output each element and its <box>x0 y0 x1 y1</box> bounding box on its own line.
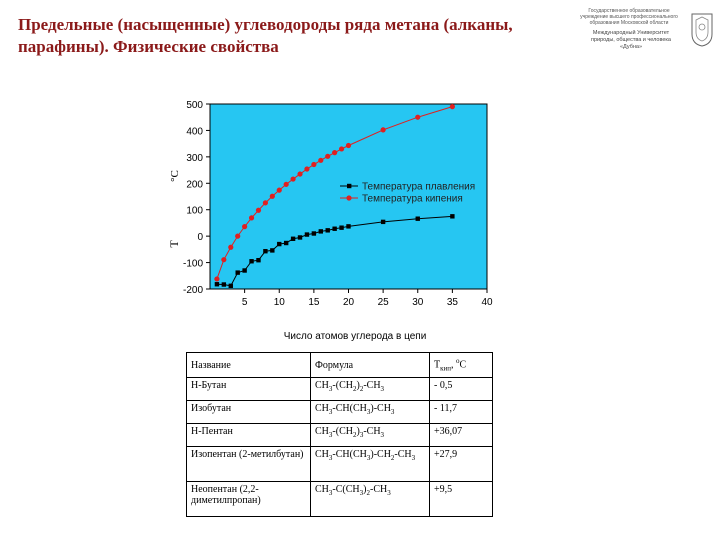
data-point <box>270 248 274 252</box>
data-point <box>228 245 233 250</box>
compound-formula: $CH_3-(CH_2)_3-CH_3$ <box>311 424 430 447</box>
data-point <box>305 232 309 236</box>
data-point <box>249 259 253 263</box>
data-point <box>284 182 289 187</box>
table-row <box>187 482 493 517</box>
compound-name: Н-Бутан <box>187 378 311 401</box>
y-tick-label: -200 <box>182 285 203 296</box>
y-tick-label: 0 <box>197 232 203 244</box>
data-point <box>256 258 260 262</box>
table-row <box>187 424 493 447</box>
compound-name: Н-Пентан <box>187 424 311 447</box>
compound-name: Изобутан <box>187 401 311 424</box>
data-point <box>263 249 267 253</box>
table-row <box>187 447 493 482</box>
data-point <box>346 143 351 148</box>
logo-university-name: Международный Университет природы, общества и человека «Дубна» <box>591 30 671 50</box>
boiling-temperature: +9,5 <box>430 482 493 517</box>
table-header-row <box>187 353 493 378</box>
x-tick-label: 35 <box>446 297 458 308</box>
y-axis-label-extra: Т <box>167 240 181 248</box>
data-point <box>277 242 281 246</box>
y-tick-label: 400 <box>186 126 203 138</box>
data-point <box>229 284 233 288</box>
header-formula: Формула <box>311 353 430 378</box>
data-point <box>291 237 295 241</box>
data-point <box>450 214 454 218</box>
x-tick-label: 5 <box>241 297 248 308</box>
data-point <box>256 208 261 213</box>
data-point <box>270 194 275 199</box>
data-point <box>381 220 385 224</box>
data-point <box>339 225 343 229</box>
table-row <box>187 378 493 401</box>
y-tick-label: 100 <box>186 205 203 217</box>
data-point <box>415 115 420 120</box>
data-point <box>221 257 226 262</box>
compound-formula: $CH_3-C(CH_3)_2-CH_3$ <box>311 482 430 517</box>
compound-formula: $CH_3-CH(CH_3)-CH_2-CH_3$ <box>311 447 430 482</box>
data-point <box>222 282 226 286</box>
boiling-temperature: - 11,7 <box>430 401 493 424</box>
data-point <box>332 227 336 231</box>
boiling-points-table <box>186 352 493 517</box>
boiling-temperature: - 0,5 <box>430 378 493 401</box>
compound-formula: $CH_3-CH(CH_3)-CH_3$ <box>311 401 430 424</box>
legend-marker <box>346 195 351 200</box>
y-tick-label: 200 <box>186 179 203 191</box>
header-name: Название <box>187 353 311 378</box>
compound-formula: $CH_3-(CH_2)_2-CH_3$ <box>311 378 430 401</box>
data-point <box>215 282 219 286</box>
table-row <box>187 401 493 424</box>
data-point <box>297 171 302 176</box>
data-point <box>339 146 344 151</box>
y-tick-label: -100 <box>182 258 203 270</box>
data-point <box>416 217 420 221</box>
y-tick-label: 500 <box>186 100 203 111</box>
data-point <box>325 154 330 159</box>
data-point <box>304 166 309 171</box>
x-tick-label: 10 <box>273 297 285 308</box>
data-point <box>311 162 316 167</box>
data-point <box>235 234 240 239</box>
y-tick-label: 300 <box>186 152 203 164</box>
data-point <box>277 188 282 193</box>
data-point <box>214 276 219 281</box>
logo-caption: Государственное образовательное учреждение высшего профессионального образования Московской области <box>580 8 678 26</box>
x-axis-label: Число атомов углерода в цепи <box>283 331 427 342</box>
data-point <box>326 228 330 232</box>
x-tick-label: 20 <box>342 297 355 308</box>
x-tick-label: 25 <box>377 297 389 308</box>
temperature-chart <box>160 96 505 346</box>
data-point <box>249 215 254 220</box>
data-point <box>291 176 296 181</box>
data-point <box>332 150 337 155</box>
data-point <box>242 224 247 229</box>
data-point <box>312 231 316 235</box>
data-point <box>284 241 288 245</box>
x-tick-label: 40 <box>481 297 493 308</box>
x-tick-label: 30 <box>412 297 424 308</box>
y-axis-label: °C <box>169 170 181 182</box>
data-point <box>319 229 323 233</box>
data-point <box>346 224 350 228</box>
data-point <box>263 200 268 205</box>
legend-label: Температура кипения <box>362 193 463 205</box>
data-point <box>450 104 455 109</box>
x-tick-label: 15 <box>308 297 320 308</box>
data-point <box>381 127 386 132</box>
boiling-temperature: +27,9 <box>430 447 493 482</box>
compound-name: Неопентан (2,2-диметилпропан) <box>187 482 311 517</box>
data-point <box>298 235 302 239</box>
boiling-temperature: +36,07 <box>430 424 493 447</box>
data-point <box>242 268 246 272</box>
compound-name: Изопентан (2-метилбутан) <box>187 447 311 482</box>
legend-label: Температура плавления <box>362 181 476 193</box>
university-emblem-icon <box>690 12 714 48</box>
data-point <box>318 158 323 163</box>
page-title: Предельные (насыщенные) углеводороды ряда метана (алканы, парафины). Физические свойства <box>18 15 513 56</box>
legend-marker <box>347 184 351 188</box>
header-temp: $Т_{кип}$, $^о$С <box>430 353 493 378</box>
data-point <box>236 270 240 274</box>
